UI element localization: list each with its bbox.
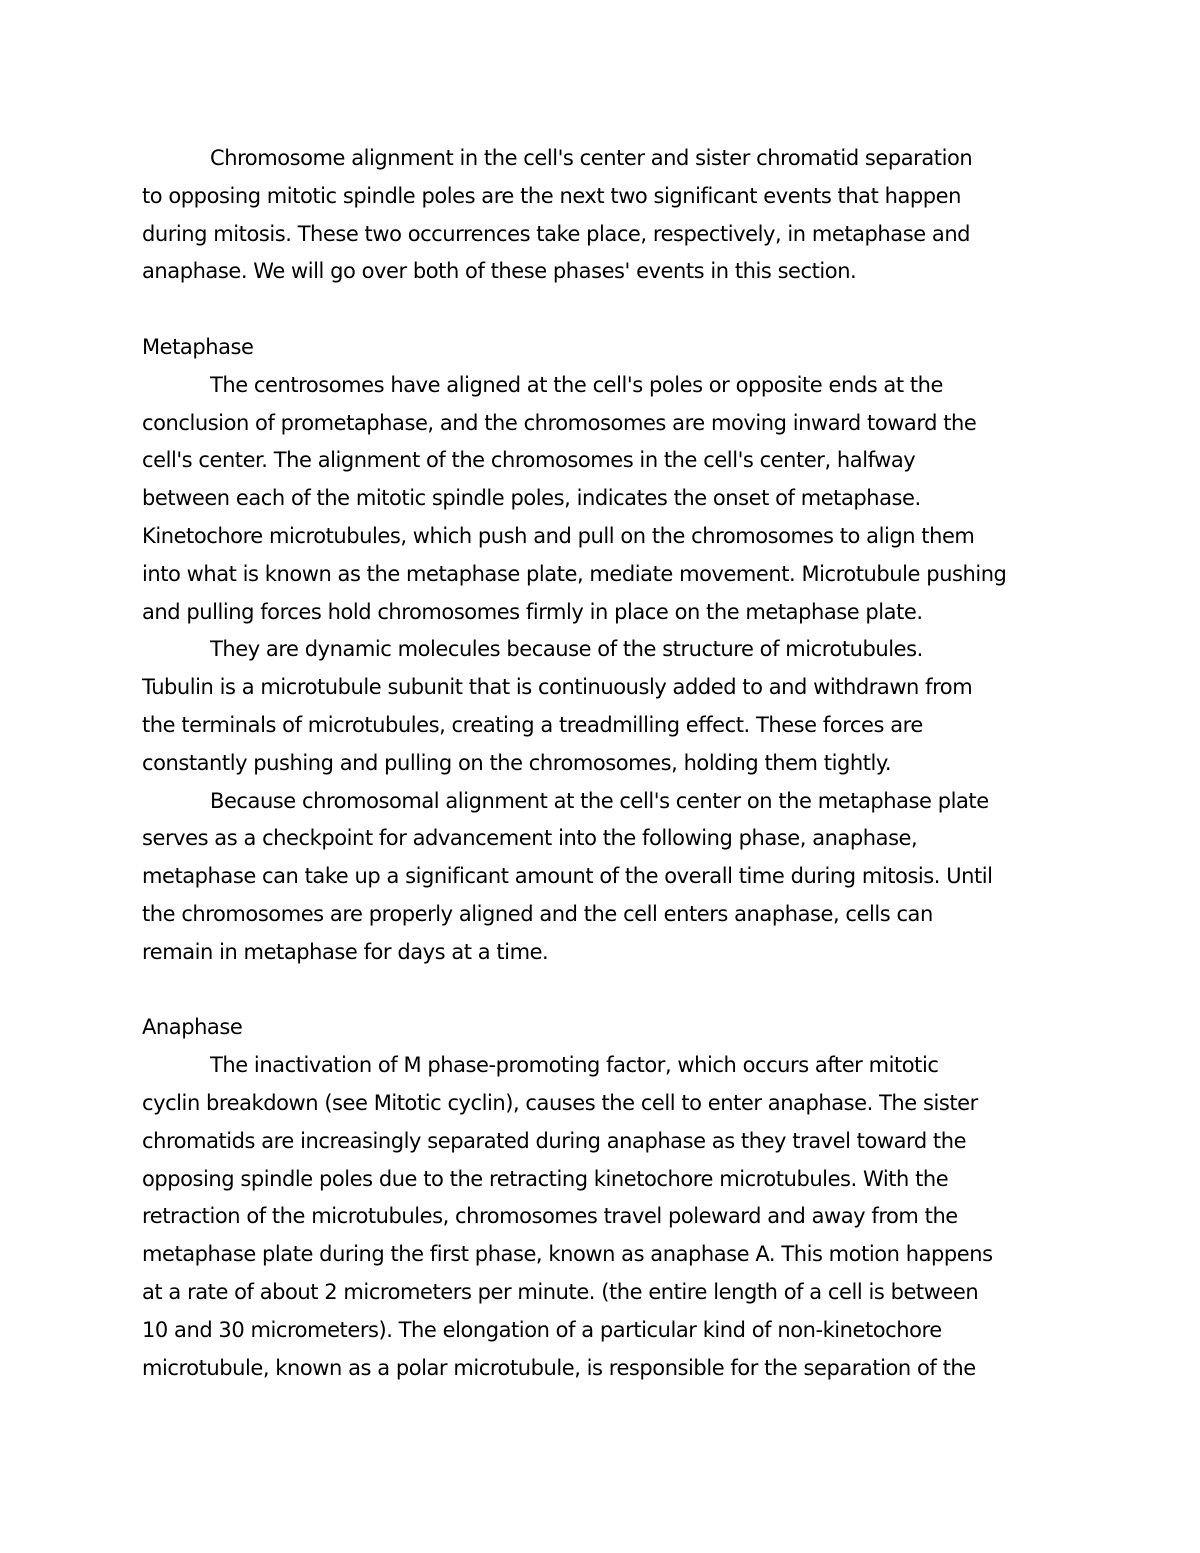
anaphase-heading: Anaphase bbox=[142, 1015, 243, 1040]
text-line: to opposing mitotic spindle poles are the next two significant events that happen bbox=[142, 183, 961, 208]
text-line: chromatids are increasingly separated during anaphase as they travel toward the bbox=[142, 1128, 967, 1153]
text-line: retraction of the microtubules, chromosomes travel poleward and away from the bbox=[142, 1204, 958, 1229]
text-line: cyclin breakdown (see Mitotic cyclin), causes the cell to enter anaphase. The sister bbox=[142, 1090, 978, 1115]
document-body bbox=[142, 140, 1062, 1387]
text-line: anaphase. We will go over both of these phases' events in this section. bbox=[142, 259, 857, 284]
text-line: into what is known as the metaphase plate, mediate movement. Microtubule pushing bbox=[142, 561, 1007, 586]
text-line: The inactivation of M phase-promoting factor, which occurs after mitotic bbox=[210, 1053, 939, 1078]
metaphase-heading: Metaphase bbox=[142, 334, 254, 359]
anaphase-paragraph-1 bbox=[142, 1047, 1062, 1387]
text-line: at a rate of about 2 micrometers per minute. (the entire length of a cell is between bbox=[142, 1279, 979, 1304]
text-line: between each of the mitotic spindle poles, indicates the onset of metaphase. bbox=[142, 486, 921, 511]
metaphase-paragraph-2 bbox=[142, 631, 1062, 782]
text-line: Because chromosomal alignment at the cell's center on the metaphase plate bbox=[210, 788, 989, 813]
text-line: constantly pushing and pulling on the chromosomes, holding them tightly. bbox=[142, 750, 892, 775]
metaphase-paragraph-3 bbox=[142, 783, 1062, 972]
text-line: metaphase plate during the first phase, known as anaphase A. This motion happens bbox=[142, 1242, 993, 1267]
text-line: remain in metaphase for days at a time. bbox=[142, 939, 549, 964]
metaphase-paragraph-1 bbox=[142, 367, 1062, 632]
text-line: Kinetochore microtubules, which push and pull on the chromosomes to align them bbox=[142, 523, 975, 548]
text-line: serves as a checkpoint for advancement into the following phase, anaphase, bbox=[142, 826, 918, 851]
intro-paragraph bbox=[142, 140, 1062, 291]
text-line: cell's center. The alignment of the chromosomes in the cell's center, halfway bbox=[142, 448, 916, 473]
blank-line bbox=[142, 291, 1062, 329]
text-line: the chromosomes are properly aligned and the cell enters anaphase, cells can bbox=[142, 901, 933, 926]
blank-line bbox=[142, 972, 1062, 1010]
text-line: Tubulin is a microtubule subunit that is continuously added to and withdrawn from bbox=[142, 675, 973, 700]
text-line: microtubule, known as a polar microtubule, is responsible for the separation of the bbox=[142, 1355, 976, 1380]
text-line: 10 and 30 micrometers). The elongation of a particular kind of non-kinetochore bbox=[142, 1317, 942, 1342]
text-line: and pulling forces hold chromosomes firmly in place on the metaphase plate. bbox=[142, 599, 923, 624]
text-line: They are dynamic molecules because of the structure of microtubules. bbox=[210, 637, 923, 662]
text-line: Chromosome alignment in the cell's center and sister chromatid separation bbox=[210, 146, 973, 170]
text-line: metaphase can take up a significant amount of the overall time during mitosis. Until bbox=[142, 864, 993, 889]
text-line: conclusion of prometaphase, and the chromosomes are moving inward toward the bbox=[142, 410, 977, 435]
text-line: The centrosomes have aligned at the cell's poles or opposite ends at the bbox=[210, 372, 943, 397]
text-line: during mitosis. These two occurrences take place, respectively, in metaphase and bbox=[142, 221, 971, 246]
text-line: the terminals of microtubules, creating a treadmilling effect. These forces are bbox=[142, 712, 923, 737]
text-line: opposing spindle poles due to the retracting kinetochore microtubules. With the bbox=[142, 1166, 949, 1191]
